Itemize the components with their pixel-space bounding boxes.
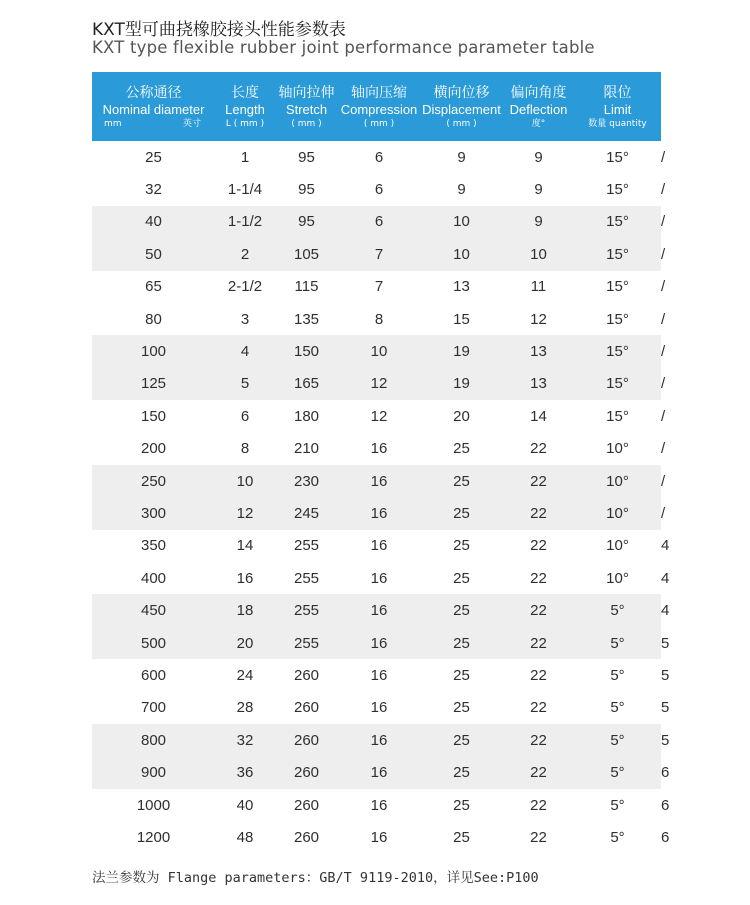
cell-inch: 20 (215, 627, 275, 659)
cell-stretch: 16 (370, 537, 388, 555)
table-row: 600 24 260 16 25 22 5° 5 (92, 659, 661, 691)
cell-length: 255 (275, 627, 338, 659)
cell-compression: 25 (453, 537, 470, 555)
cell-deflection: 5° (610, 699, 625, 717)
header-displacement: 横向位移 Displacement ( mm ) (420, 72, 503, 141)
table-row: 800 32 260 16 25 22 5° 5 (92, 724, 661, 756)
cell-stretch: 16 (370, 440, 388, 458)
cell-displacement: 22 (503, 724, 574, 756)
cell-displacement: 22 (530, 828, 547, 846)
table-row: 80 3 135 8 15 12 15° / (92, 303, 661, 335)
title-cn: KXT型可曲挠橡胶接头性能参数表 (92, 20, 346, 40)
table-row: 1200 48 260 16 25 22 5° 6 (92, 821, 661, 853)
cell-mm: 1000 (136, 796, 171, 814)
cell-stretch: 16 (338, 756, 420, 788)
cell-mm: 125 (92, 368, 215, 400)
cell-stretch: 16 (338, 627, 420, 659)
cell-inch: 1-1/2 (215, 206, 275, 238)
parameter-table (92, 72, 670, 854)
cell-stretch: 16 (370, 796, 388, 814)
cell-mm: 80 (145, 310, 162, 328)
cell-mm: 32 (145, 181, 162, 199)
cell-compression: 25 (420, 627, 503, 659)
cell-deflection: 5° (610, 796, 625, 814)
cell-mm: 1200 (136, 828, 171, 846)
cell-compression: 25 (420, 594, 503, 626)
cell-mm: 700 (140, 699, 167, 717)
cell-length: 260 (275, 724, 338, 756)
cell-inch: 1 (240, 148, 250, 166)
cell-mm: 350 (140, 537, 167, 555)
header-length: 长度 Length L ( mm ) (215, 72, 275, 141)
cell-length: 95 (298, 148, 315, 166)
cell-inch: 32 (215, 724, 275, 756)
cell-compression: 19 (420, 335, 503, 367)
table-row: 350 14 255 16 25 22 10° 4 (92, 530, 661, 562)
cell-deflection: 10° (574, 465, 661, 497)
table-row: 450 18 255 16 25 22 5° 4 (92, 594, 661, 626)
cell-length: 255 (293, 537, 320, 555)
cell-inch: 3 (240, 310, 250, 328)
cell-stretch: 16 (338, 465, 420, 497)
cell-mm: 300 (92, 497, 215, 529)
cell-length: 165 (275, 368, 338, 400)
cell-mm: 25 (145, 148, 162, 166)
cell-deflection: 10° (606, 440, 629, 458)
header-nominal-unit-mm: mm (104, 118, 122, 129)
table-row: 500 20 255 16 25 22 5° 5 (92, 627, 661, 659)
cell-stretch: 16 (370, 666, 388, 684)
cell-compression: 20 (453, 407, 470, 425)
cell-inch: 28 (236, 699, 254, 717)
table-row: 300 12 245 16 25 22 10° / (92, 497, 661, 529)
cell-displacement: 22 (503, 756, 574, 788)
cell-inch: 16 (236, 569, 254, 587)
table-row: 50 2 105 7 10 10 15° / (92, 238, 661, 270)
cell-displacement: 13 (503, 368, 574, 400)
cell-compression: 25 (453, 666, 470, 684)
header-stretch: 轴向拉伸 Stretch ( mm ) (275, 72, 338, 141)
cell-deflection: 15° (606, 278, 629, 296)
cell-length: 245 (275, 497, 338, 529)
table-body (92, 141, 670, 854)
cell-compression: 25 (420, 756, 503, 788)
cell-stretch: 6 (374, 181, 384, 199)
cell-mm: 100 (92, 335, 215, 367)
cell-stretch: 16 (370, 828, 388, 846)
header-compression: 轴向压缩 Compression ( mm ) (338, 72, 420, 141)
cell-inch: 24 (236, 666, 254, 684)
cell-displacement: 22 (530, 440, 547, 458)
cell-length: 115 (294, 278, 319, 296)
cell-mm: 200 (140, 440, 167, 458)
cell-stretch: 6 (374, 148, 384, 166)
table-row: 25 1 95 6 9 9 15° / (92, 141, 661, 173)
cell-compression: 25 (453, 569, 470, 587)
cell-mm: 40 (92, 206, 215, 238)
cell-inch: 6 (240, 407, 250, 425)
cell-length: 105 (275, 238, 338, 270)
cell-length: 95 (298, 181, 315, 199)
cell-compression: 10 (420, 238, 503, 270)
cell-deflection: 5° (574, 724, 661, 756)
table-row: 100 4 150 10 19 13 15° / (92, 335, 661, 367)
cell-length: 255 (293, 569, 320, 587)
cell-inch: 14 (236, 537, 254, 555)
cell-deflection: 10° (606, 537, 629, 555)
cell-inch: 40 (236, 796, 254, 814)
cell-displacement: 22 (530, 666, 547, 684)
cell-inch: 18 (215, 594, 275, 626)
cell-displacement: 22 (530, 569, 547, 587)
table-row: 700 28 260 16 25 22 5° 5 (92, 692, 661, 724)
title-en: KXT type flexible rubber joint performance parameter table (92, 38, 595, 57)
cell-stretch: 12 (338, 368, 420, 400)
cell-deflection: 15° (574, 335, 661, 367)
cell-compression: 25 (420, 497, 503, 529)
cell-inch: 2-1/2 (227, 278, 263, 296)
cell-compression: 25 (420, 724, 503, 756)
cell-mm: 250 (92, 465, 215, 497)
cell-inch: 36 (215, 756, 275, 788)
cell-length: 230 (275, 465, 338, 497)
cell-length: 260 (275, 756, 338, 788)
cell-compression: 25 (453, 796, 470, 814)
cell-mm: 800 (92, 724, 215, 756)
cell-deflection: 15° (606, 181, 629, 199)
header-nominal-diameter: 公称通径 Nominal diameter mm 英寸 (92, 72, 215, 141)
cell-deflection: 15° (606, 407, 629, 425)
cell-compression: 13 (453, 278, 470, 296)
cell-displacement: 22 (503, 594, 574, 626)
cell-inch: 8 (240, 440, 250, 458)
table-header-row (92, 72, 661, 141)
table-row: 65 2-1/2 115 7 13 11 15° / (92, 271, 661, 303)
cell-stretch: 16 (338, 497, 420, 529)
cell-displacement: 13 (503, 335, 574, 367)
table-row: 200 8 210 16 25 22 10° / (92, 433, 661, 465)
cell-displacement: 9 (534, 181, 543, 199)
cell-deflection: 5° (574, 627, 661, 659)
cell-deflection: 5° (610, 666, 625, 684)
cell-stretch: 7 (374, 278, 384, 296)
footnote: 法兰参数为 Flange parameters：GB/T 9119-2010，详见See:P100 (92, 870, 539, 886)
cell-deflection: 5° (574, 756, 661, 788)
table-row: 250 10 230 16 25 22 10° / (92, 465, 661, 497)
table-row: 400 16 255 16 25 22 10° 4 (92, 562, 661, 594)
cell-compression: 9 (457, 148, 466, 166)
cell-mm: 450 (92, 594, 215, 626)
cell-length: 135 (293, 310, 320, 328)
cell-length: 95 (275, 206, 338, 238)
cell-stretch: 6 (338, 206, 420, 238)
cell-mm: 65 (145, 278, 162, 296)
cell-displacement: 9 (534, 148, 543, 166)
cell-displacement: 9 (503, 206, 574, 238)
header-deflection: 偏向角度 Deflection 度° (503, 72, 574, 141)
cell-length: 260 (293, 796, 320, 814)
cell-displacement: 10 (503, 238, 574, 270)
cell-length: 180 (293, 407, 320, 425)
cell-mm: 500 (92, 627, 215, 659)
cell-compression: 25 (453, 440, 470, 458)
cell-mm: 400 (140, 569, 167, 587)
cell-deflection: 15° (606, 148, 629, 166)
table-row: 125 5 165 12 19 13 15° / (92, 368, 661, 400)
cell-inch: 48 (236, 828, 254, 846)
cell-length: 255 (275, 594, 338, 626)
cell-deflection: 15° (574, 368, 661, 400)
cell-inch: 2 (215, 238, 275, 270)
cell-deflection: 10° (574, 497, 661, 529)
table-row: 32 1-1/4 95 6 9 9 15° / (92, 173, 661, 205)
cell-inch: 4 (215, 335, 275, 367)
cell-mm: 900 (92, 756, 215, 788)
cell-stretch: 7 (338, 238, 420, 270)
cell-displacement: 11 (530, 278, 547, 296)
cell-stretch: 16 (338, 724, 420, 756)
table-row: 900 36 260 16 25 22 5° 6 (92, 756, 661, 788)
cell-length: 260 (293, 666, 320, 684)
cell-inch: 10 (215, 465, 275, 497)
cell-inch: 1-1/4 (227, 181, 263, 199)
cell-displacement: 14 (530, 407, 547, 425)
cell-mm: 600 (140, 666, 167, 684)
cell-compression: 25 (453, 699, 470, 717)
table-row: 150 6 180 12 20 14 15° / (92, 400, 661, 432)
cell-stretch: 16 (370, 699, 388, 717)
cell-compression: 15 (453, 310, 470, 328)
cell-inch: 12 (215, 497, 275, 529)
cell-stretch: 16 (370, 569, 388, 587)
cell-displacement: 12 (530, 310, 547, 328)
cell-compression: 25 (453, 828, 470, 846)
cell-stretch: 16 (338, 594, 420, 626)
header-nominal-unit-inch: 英寸 (182, 118, 201, 129)
cell-displacement: 22 (530, 796, 547, 814)
cell-length: 260 (293, 828, 320, 846)
cell-displacement: 22 (530, 537, 547, 555)
cell-stretch: 8 (374, 310, 384, 328)
cell-deflection: 5° (610, 828, 625, 846)
cell-compression: 25 (420, 465, 503, 497)
cell-mm: 150 (140, 407, 167, 425)
cell-displacement: 22 (530, 699, 547, 717)
table-row: 40 1-1/2 95 6 10 9 15° / (92, 206, 661, 238)
cell-deflection: 15° (574, 238, 661, 270)
header-limit: 限位 Limit 数量 quantity (574, 72, 661, 141)
cell-mm: 50 (92, 238, 215, 270)
cell-displacement: 22 (503, 627, 574, 659)
cell-stretch: 12 (370, 407, 388, 425)
cell-inch: 5 (215, 368, 275, 400)
cell-deflection: 10° (606, 569, 629, 587)
cell-compression: 19 (420, 368, 503, 400)
cell-deflection: 5° (574, 594, 661, 626)
table-row: 1000 40 260 16 25 22 5° 6 (92, 789, 661, 821)
cell-length: 260 (293, 699, 320, 717)
cell-deflection: 15° (574, 206, 661, 238)
cell-deflection: 15° (606, 310, 629, 328)
cell-compression: 10 (420, 206, 503, 238)
cell-length: 210 (293, 440, 320, 458)
cell-compression: 9 (457, 181, 466, 199)
cell-stretch: 10 (338, 335, 420, 367)
cell-displacement: 22 (503, 497, 574, 529)
cell-displacement: 22 (503, 465, 574, 497)
cell-length: 150 (275, 335, 338, 367)
